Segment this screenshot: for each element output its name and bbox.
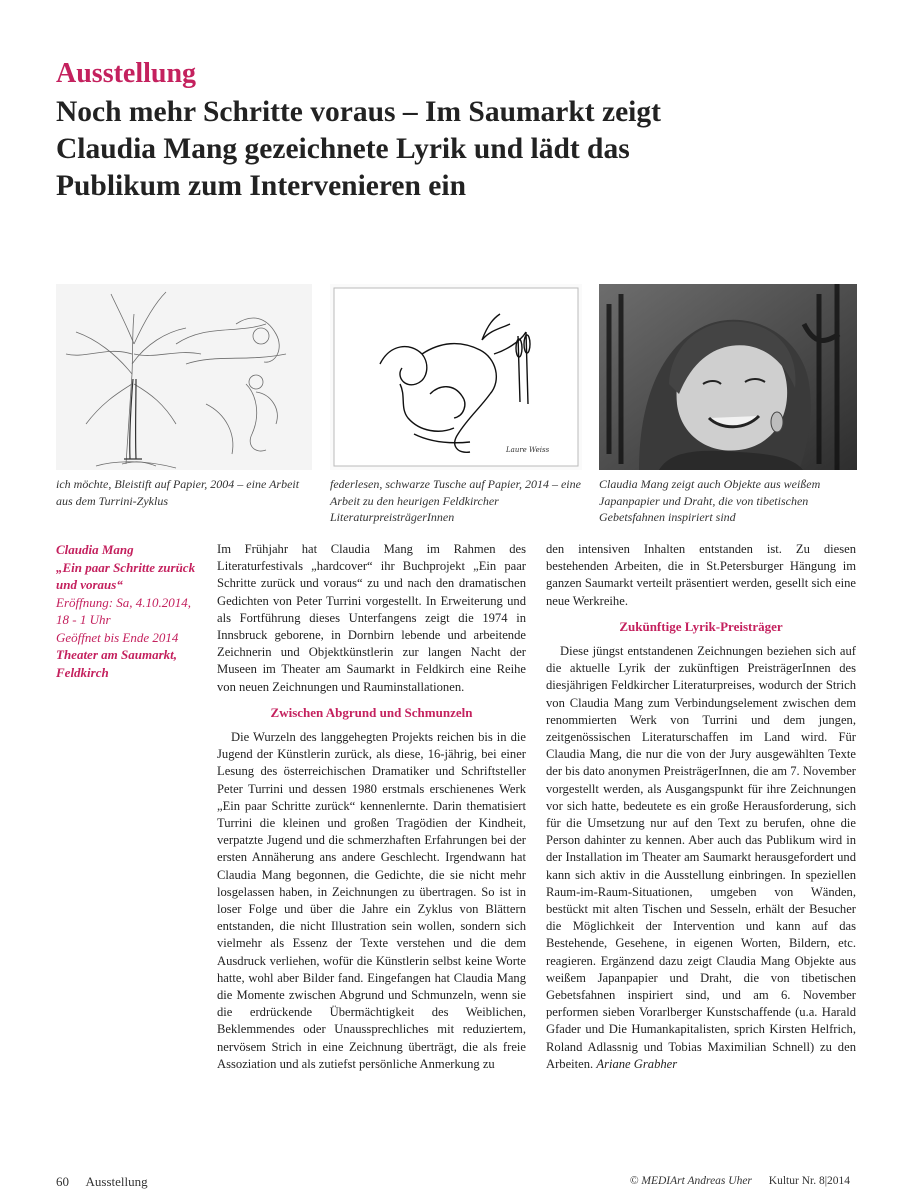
pencil-drawing-image bbox=[56, 284, 312, 470]
event-venue: Theater am Saumarkt, bbox=[56, 647, 177, 662]
figure-portrait-photo bbox=[599, 284, 857, 470]
article-column-1 bbox=[217, 541, 526, 1073]
article-author: Ariane Grabher bbox=[596, 1056, 678, 1071]
article-paragraph bbox=[546, 643, 856, 1073]
paragraph-text: Diese jüngst entstandenen Zeichnungen beziehen sich auf die aktuelle Lyrik der zukünftigen PreisträgerInnen des diesjährigen Feldkircher Literaturpreises, wodurch der Strich von Claudia Mang zum Verbindungselement zwischen dem renommierten Werk von Turrini und dem jungen, zeitgenössischen Literaturschaffen im Land wird. Für Claudia Mang, die nur die von der Jury ausgewählten Texte der bis dato anonymen PreisträgerInnen, die am 7. November vorgestellt werden, als Ausgangspunkt für ihre Zeichnungen vor sich hatte, bedeutete es ein große Herausforderung, sich für die Umsetzung nur auf den Text zu berufen, ohne die Person dahinter zu kennen. Aber auch das Publikum wird in der Installation im Theater am Saumarkt herausgefordert und kann sich aktiv in die Ausstellung einbringen. In speziellen Raum-im-Raum-Situationen, umgeben von Wänden, bestückt mit alten Tischen und Sesseln, erhält der Besucher die Möglichkeit der Intervention und kann auf das Bestehende, Gesehene, in eigenen Worten, Bildern, etc. reagieren. Ergänzend dazu zeigt Claudia Mang Objekte aus weißem Japanpapier und Draht, die von tibetischen Gebetsfahnen inspiriert sind, und am 6. November performen sieben Vorarlberger Kunstschaffende (u.a. Harald Gfader und Die Humankapitalisten, sprich Kirsten Helfrich, Roland Adlassnig und Tobias Maximilian Schnell) zu den Arbeiten. bbox=[546, 644, 856, 1071]
section-kicker: Ausstellung bbox=[56, 58, 197, 89]
portrait-photo-image bbox=[599, 284, 857, 470]
article-headline: Noch mehr Schritte voraus – Im Saumarkt zeigt Claudia Mang gezeichnete Lyrik und lädt das Publikum zum Intervenieren ein bbox=[56, 96, 661, 202]
subheading: Zwischen Abgrund und Schmunzeln bbox=[270, 704, 473, 720]
article-column-2 bbox=[546, 541, 856, 1073]
ink-drawing-image bbox=[330, 284, 582, 470]
article-paragraph: Im Frühjahr hat Claudia Mang im Rahmen des Literaturfestivals „hardcover“ ihr Buchprojekt „Ein paar Schritte zurück und voraus“ zu und nach den dramatischen Gedichten von Peter Turrini vorgestellt. In Erweiterung und als Fortführung dieses Unterfangens zeigt die 1974 in Innsbruck geborene, in Dornbirn lebende und arbeitende Zeichnerin und Objektkünstlerin zur langen Nacht der Museen im Theater am Saumarkt in Feldkirch eine Reihe von neuen Zeichnungen und Rauminstallationen. bbox=[217, 542, 526, 694]
article-paragraph: den intensiven Inhalten entstanden ist. Zu diesen bestehenden Arbeiten, die in St.Petersburger Hängung im ganzen Saumarkt verteilt präsentiert werden, gesellt sich eine neue Werkreihe. bbox=[546, 542, 856, 608]
event-opening: Eröffnung: Sa, 4.10.2014, bbox=[56, 594, 192, 610]
issue-info: Kultur Nr. 8|2014 bbox=[768, 1175, 850, 1187]
event-title: „Ein paar Schritte zurück und voraus“ bbox=[56, 559, 196, 592]
page-number: 60 bbox=[56, 1174, 69, 1189]
page-footer-left bbox=[56, 1174, 148, 1190]
page-footer-right bbox=[630, 1175, 850, 1187]
artist-signature: Laure Weiss bbox=[506, 446, 550, 454]
event-artist: Claudia Mang bbox=[56, 542, 134, 557]
figure-drawing-ink bbox=[330, 284, 582, 470]
event-time: 18 - 1 Uhr bbox=[56, 612, 111, 627]
photo-copyright: © MEDIArt Andreas Uher bbox=[629, 1175, 752, 1187]
figure-caption: federlesen, schwarze Tusche auf Papier, 2014 – eine Arbeit zu den heurigen Feldkircher LiteraturpreisträgerInnen bbox=[330, 477, 581, 524]
figure-drawing-pencil bbox=[56, 284, 312, 470]
event-open-until: Geöffnet bis Ende 2014 bbox=[56, 629, 179, 645]
footer-section: Ausstellung bbox=[85, 1174, 148, 1189]
subheading: Zukünftige Lyrik-Preisträger bbox=[619, 618, 783, 634]
figure-caption: ich möchte, Bleistift auf Papier, 2004 – eine Arbeit aus dem Turrini-Zyklus bbox=[56, 477, 300, 508]
event-info-box bbox=[56, 541, 206, 681]
figure-caption: Claudia Mang zeigt auch Objekte aus weißem Japanpapier und Draht, die von tibetischen Gebetsfahnen inspiriert sind bbox=[599, 477, 821, 524]
event-city: Feldkirch bbox=[56, 664, 109, 680]
article-paragraph: Die Wurzeln des langgehegten Projekts reichen bis in die Jugend der Künstlerin zurück, als diese, 16-jährig, bei einer Lesung des österreichischen Dramatiker und Schriftsteller Peter Turrini und dessen 1980 erstmals erschienenes Werk „Ein paar Schritte zurück“ kennenlernte. Darin thematisiert Turrini die kleinen und großen Tragödien der Kindheit, verpatzte Jugend und die schmerzhaften Erfahrungen bei der ersten Annäherung ans andere Geschlecht. Irgendwann hat Claudia Mang begonnen, die Gedichte, die sie nicht mehr losgelassen haben, in Zeichnungen zu übertragen. So ist in loser Folge und über die Jahre ein Zyklus von Blättern entstanden, die nicht Illustration sein wollen, sondern sich vielmehr als Essenz der Texte verstehen und die dem Ausdruck verliehen, wofür die Künstlerin selbst keine Worte hatte, wohl aber Bilder fand. Eingefangen hat Claudia Mang die Momente zwischen Abgrund und Schmunzeln, wenn sie die erdrückende Übermächtigkeit des Weiblichen, Beklemmendes oder Unaussprechliches mit reduziertem, nervösem Strich in eine Zeichnung überträgt, die als freie Assoziation und als zutiefst persönliche Anmerkung zu bbox=[217, 730, 526, 1071]
